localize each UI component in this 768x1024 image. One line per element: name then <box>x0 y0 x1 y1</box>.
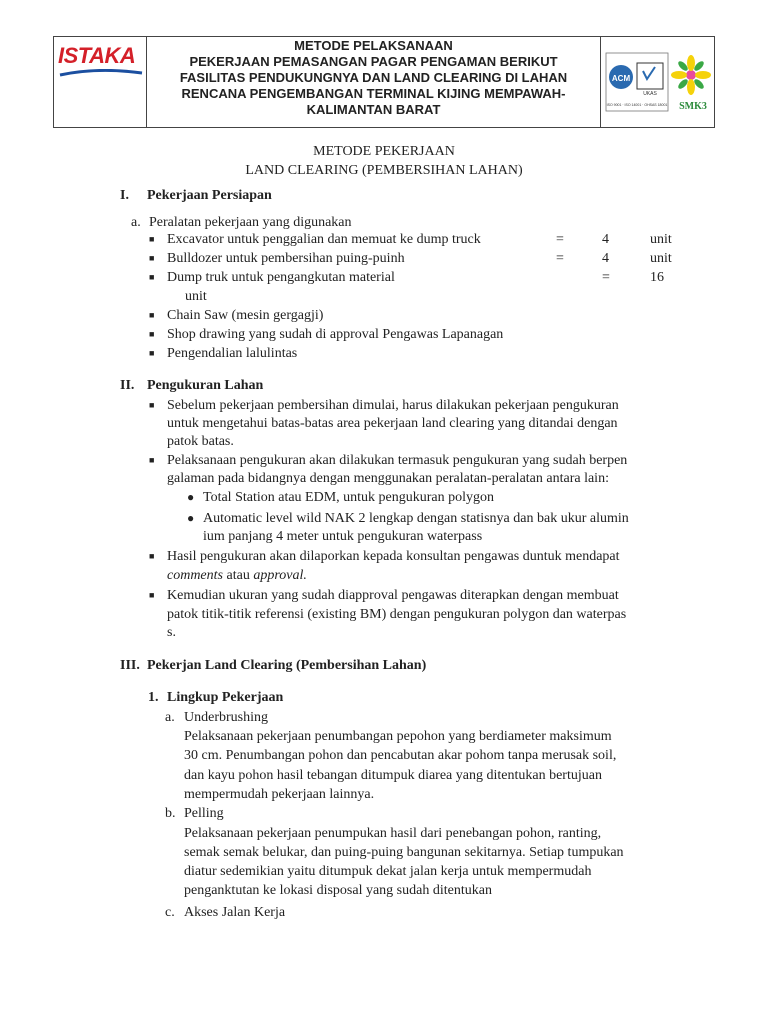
header-title-line: PEKERJAAN PEMASANGAN PAGAR PENGAMAN BERIKUT <box>189 54 558 69</box>
equals-sign: = <box>556 232 564 247</box>
section-number: III. <box>120 658 140 673</box>
list-label: a. <box>165 710 175 725</box>
subsection-heading: Lingkup Pekerjaan <box>167 690 284 705</box>
paragraph-line: diatur sedemikian yaitu ditumpuk dekat jalan kerja untuk mempermudah <box>184 864 592 879</box>
bullet-icon: ■ <box>149 348 155 358</box>
logo-swoosh-icon <box>58 69 144 79</box>
section-heading: Pekerjan Land Clearing (Pembersihan Lahan) <box>147 658 427 673</box>
paragraph-line: patok batas. <box>167 434 234 449</box>
list-label: c. <box>165 905 175 920</box>
header-title-line: FASILITAS PENDUKUNGNYA DAN LAND CLEARING DI LAHAN <box>179 70 568 85</box>
paragraph-line: 30 cm. Penumbangan pohon dan pencabutan akar pohom tanpa merusak soil, <box>184 748 617 763</box>
paragraph-line: semak semak belukar, dan puing-puing bangunan sekitarnya. Setiap tumpukan <box>184 845 624 860</box>
equipment-qty: 4 <box>602 251 609 266</box>
paragraph-line: mempermudah pekerjaan lainnya. <box>184 787 375 802</box>
smk3-logo-icon <box>671 55 711 112</box>
equipment-qty: 4 <box>602 232 609 247</box>
paragraph-line: Hasil pengukuran akan dilaporkan kepada konsultan pengawas duntuk mendapat <box>167 549 620 564</box>
bullet-icon: ■ <box>149 253 155 263</box>
bullet-dot-icon: ● <box>187 490 195 504</box>
section-number: I. <box>120 188 129 203</box>
doc-subtitle: LAND CLEARING (PEMBERSIHAN LAHAN) <box>245 163 523 178</box>
bullet-icon: ■ <box>149 234 155 244</box>
list-item-title: Akses Jalan Kerja <box>184 905 286 920</box>
istaka-logo-text: ISTAKA <box>58 43 136 68</box>
paragraph-line: galaman pada bidangnya dengan menggunakan peralatan-peralatan antara lain: <box>167 471 609 486</box>
smk3-text: SMK3 <box>679 101 707 112</box>
italic-word: comments <box>167 568 223 583</box>
subsection-number: 1. <box>148 690 159 705</box>
certification-logo-icon <box>601 37 714 127</box>
sub-list-item: Automatic level wild NAK 2 lengkap dengan statisnya dan bak ukur alumin <box>203 511 629 526</box>
equipment-item: Pengendalian lalulintas <box>167 346 298 361</box>
bullet-icon: ■ <box>149 329 155 339</box>
header-title-line: METODE PELAKSANAAN <box>294 38 453 53</box>
ukas-text: UKAS <box>643 91 657 97</box>
sub-list-item: ium panjang 4 meter untuk pengukuran waterpass <box>203 529 483 544</box>
section-heading: Pengukuran Lahan <box>147 378 264 393</box>
header-title-line: RENCANA PENGEMBANGAN TERMINAL KIJING MEMPAWAH- <box>181 86 566 101</box>
paragraph-line: Pelaksanaan pekerjaan penumpukan hasil dari penebangan pohon, ranting, <box>184 826 602 841</box>
bullet-icon: ■ <box>149 272 155 282</box>
cert-caption: ISO 9001 · ISO 14001 · OHSAS 18001 <box>606 103 668 107</box>
paragraph-line: untuk mengetahui batas-batas area pekerjaan land clearing yang ditandai dengan <box>167 416 618 431</box>
header-title-line: KALIMANTAN BARAT <box>306 102 441 117</box>
paragraph-line: patok titik-titik referensi (existing BM) dengan pengukuran polygon dan waterpas <box>167 607 627 622</box>
equipment-unit: unit <box>650 232 672 247</box>
section-heading: Pekerjaan Persiapan <box>147 188 272 203</box>
italic-word: approval. <box>253 568 307 583</box>
equipment-item: Shop drawing yang sudah di approval Pengawas Lapanagan <box>167 327 504 342</box>
paragraph-line: Pelaksanaan pengukuran akan dilakukan termasuk pengukuran yang sudah berpen <box>167 453 628 468</box>
equals-sign: = <box>556 251 564 266</box>
paragraph-line <box>167 566 307 585</box>
paragraph-line: Kemudian ukuran yang sudah diapproval pengawas diterapkan dengan membuat <box>167 588 619 603</box>
company-logo <box>54 37 147 127</box>
bullet-icon: ■ <box>149 400 155 410</box>
list-item-title: Pelling <box>184 806 224 821</box>
equipment-qty: 16 <box>650 270 664 285</box>
equipment-item: Excavator untuk penggalian dan memuat ke dump truck <box>167 232 481 247</box>
paragraph-line: Pelaksanaan pekerjaan penumbangan pepohon yang berdiameter maksimum <box>184 729 612 744</box>
equipment-item: Dump truk untuk pengangkutan material <box>167 270 395 285</box>
list-item: Peralatan pekerjaan yang digunakan <box>149 215 352 230</box>
certification-logos <box>601 37 714 127</box>
header-table <box>53 36 715 128</box>
sub-list-item: Total Station atau EDM, untuk pengukuran polygon <box>203 490 495 505</box>
paragraph-line: dan kayu pohon hasil tebangan ditumpuk diarea yang ditentukan bertujuan <box>184 768 602 783</box>
paragraph-line: penganktutan ke lokasi disposal yang sudah ditentukan <box>184 883 492 898</box>
equipment-item: Chain Saw (mesin gergagji) <box>167 308 324 323</box>
doc-title: METODE PEKERJAAN <box>313 144 455 159</box>
paragraph-line: Sebelum pekerjaan pembersihan dimulai, harus dilakukan pekerjaan pengukuran <box>167 398 619 413</box>
list-item-title: Underbrushing <box>184 710 268 725</box>
equipment-unit: unit <box>650 251 672 266</box>
connector-word: atau <box>223 568 254 583</box>
section-number: II. <box>120 378 135 393</box>
equipment-item: Bulldozer untuk pembersihan puing-puinh <box>167 251 405 266</box>
bullet-icon: ■ <box>149 590 155 600</box>
equipment-unit: unit <box>185 289 207 304</box>
equals-sign: = <box>602 270 610 285</box>
bullet-icon: ■ <box>149 455 155 465</box>
acm-logo-text: ACM <box>611 74 631 83</box>
header-title <box>147 37 601 127</box>
list-label: a. <box>131 215 141 230</box>
bullet-icon: ■ <box>149 310 155 320</box>
bullet-dot-icon: ● <box>187 511 195 525</box>
bullet-icon: ■ <box>149 551 155 561</box>
paragraph-line: s. <box>167 625 176 640</box>
list-label: b. <box>165 806 176 821</box>
